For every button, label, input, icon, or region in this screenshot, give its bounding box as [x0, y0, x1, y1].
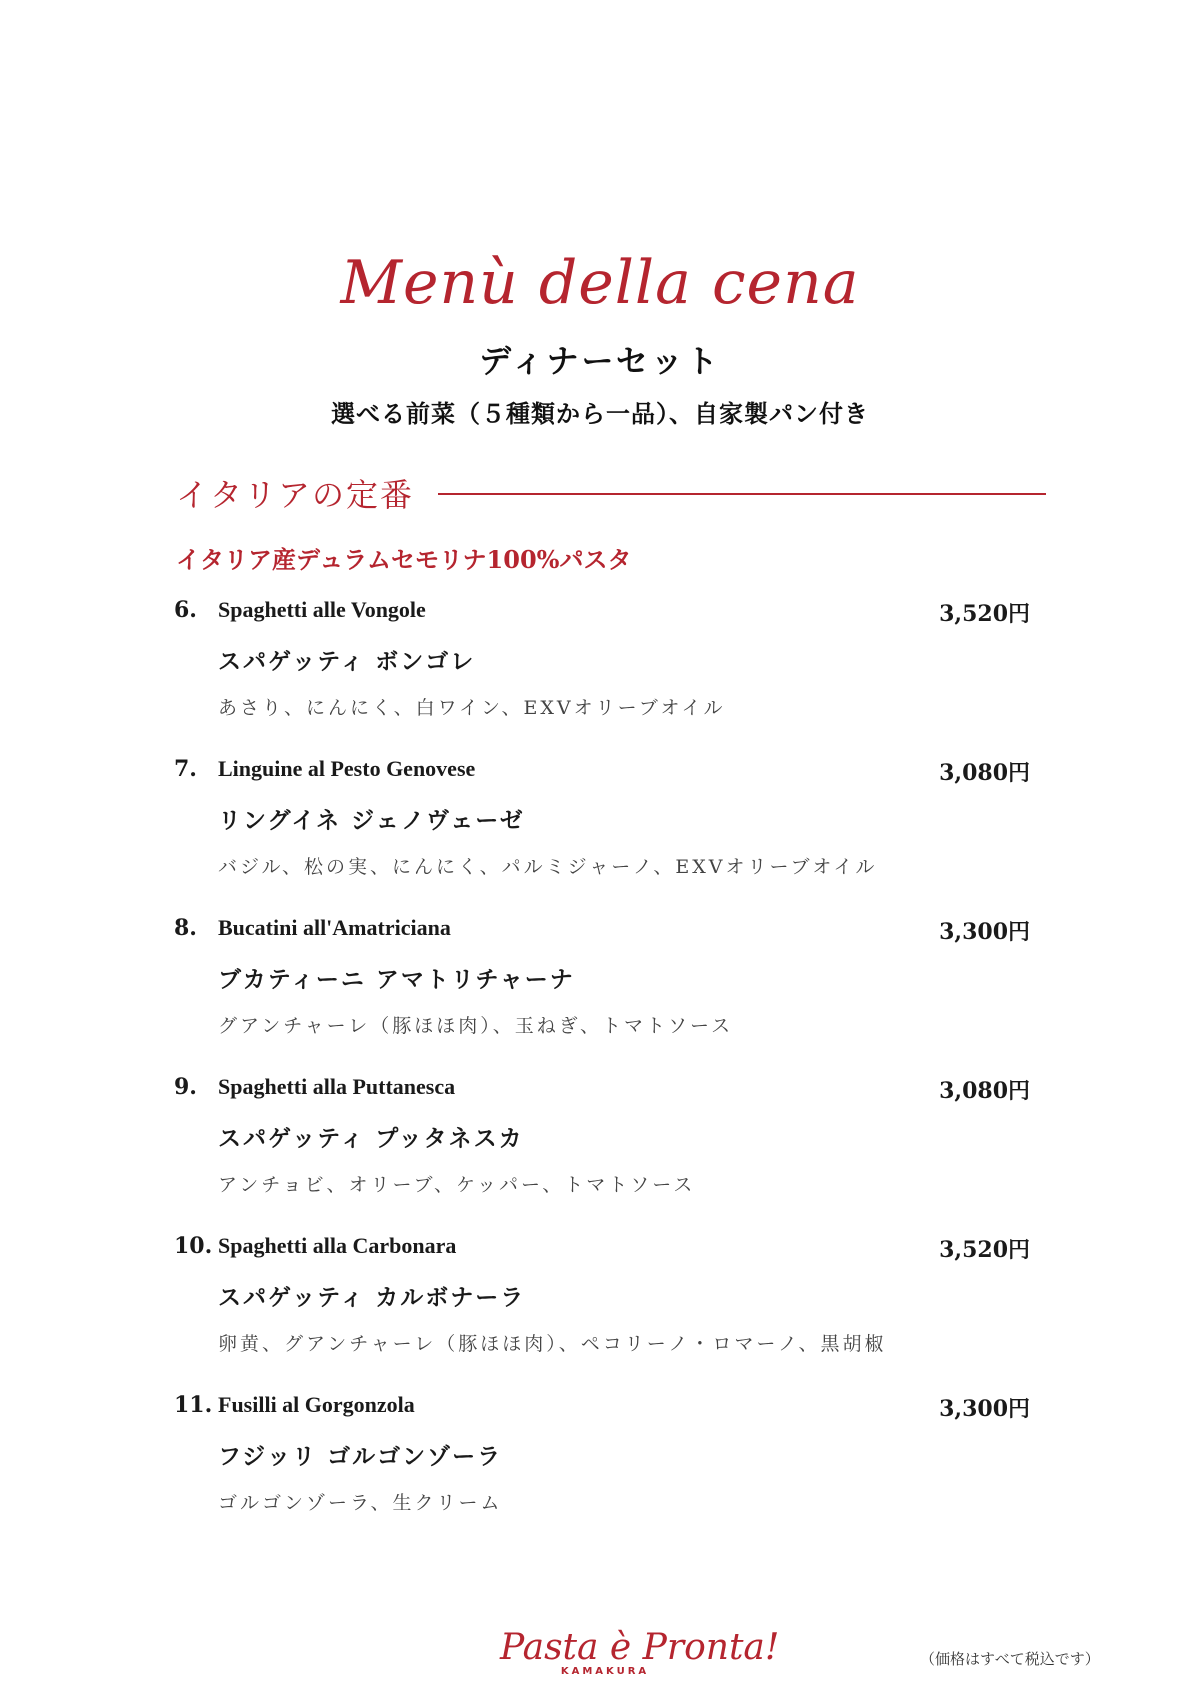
dish-price: 3,080円	[939, 1078, 1030, 1104]
script-title: Menù della cena	[340, 248, 860, 318]
pasta-subheading: イタリア産デュラムセモリナ100%パスタ	[176, 545, 632, 574]
dish-italian-name: Bucatini all'Amatriciana	[218, 915, 451, 940]
dish-japanese-name: スパゲッティ プッタネスカ	[218, 1125, 524, 1152]
dish-italian-name: Linguine al Pesto Genovese	[218, 756, 476, 781]
dish-japanese-name: ブカティーニ アマトリチャーナ	[218, 966, 575, 993]
set-subtitle: 選べる前菜（５種類から一品）、自家製パン付き	[331, 399, 869, 428]
dish-item	[174, 597, 1030, 747]
dish-ingredients: アンチョビ、オリーブ、ケッパー、トマトソース	[218, 1174, 696, 1196]
logo-location-text: KAMAKURA	[560, 1666, 650, 1677]
dish-number: 11.	[174, 1392, 213, 1418]
tax-note: （価格はすべて税込です）	[920, 1650, 1100, 1668]
dish-price: 3,520円	[939, 1237, 1030, 1263]
dish-japanese-name: リングイネ ジェノヴェーゼ	[218, 807, 525, 834]
dish-italian-name: Spaghetti alle Vongole	[218, 597, 426, 622]
dish-number: 10.	[174, 1233, 213, 1259]
dish-item	[174, 1392, 1030, 1542]
section-header	[176, 470, 1046, 516]
dish-price: 3,300円	[939, 1396, 1030, 1422]
dish-number: 9.	[174, 1074, 197, 1100]
dish-ingredients: ゴルゴンゾーラ、生クリーム	[218, 1492, 503, 1514]
dish-japanese-name: スパゲッティ ボンゴレ	[218, 648, 476, 675]
dish-item	[174, 756, 1030, 906]
dish-ingredients: グアンチャーレ（豚ほほ肉）、玉ねぎ、トマトソース	[218, 1015, 734, 1037]
dish-number: 6.	[174, 597, 197, 623]
dish-italian-name: Spaghetti alla Puttanesca	[218, 1074, 456, 1099]
logo-script-text: Pasta è Pronta!	[500, 1627, 780, 1668]
section-divider	[438, 493, 1046, 495]
dish-item	[174, 915, 1030, 1065]
dish-ingredients: バジル、松の実、にんにく、パルミジャーノ、EXVオリーブオイル	[218, 856, 878, 878]
dish-number: 8.	[174, 915, 197, 941]
dish-price: 3,520円	[939, 601, 1030, 627]
dish-japanese-name: フジッリ ゴルゴンゾーラ	[218, 1443, 503, 1470]
dish-ingredients: あさり、にんにく、白ワイン、EXVオリーブオイル	[218, 697, 726, 719]
dish-price: 3,080円	[939, 760, 1030, 786]
dish-italian-name: Fusilli al Gorgonzola	[218, 1392, 415, 1417]
dish-ingredients: 卵黄、グアンチャーレ（豚ほほ肉）、ペコリーノ・ロマーノ、黒胡椒	[218, 1333, 887, 1355]
dish-item	[174, 1233, 1030, 1383]
dish-price: 3,300円	[939, 919, 1030, 945]
dish-japanese-name: スパゲッティ カルボナーラ	[218, 1284, 526, 1311]
restaurant-logo	[500, 1627, 780, 1677]
dish-number: 7.	[174, 756, 197, 782]
section-title: イタリアの定番	[176, 476, 415, 514]
dish-italian-name: Spaghetti alla Carbonara	[218, 1233, 457, 1258]
dish-item	[174, 1074, 1030, 1224]
set-title: ディナーセット	[479, 342, 721, 380]
